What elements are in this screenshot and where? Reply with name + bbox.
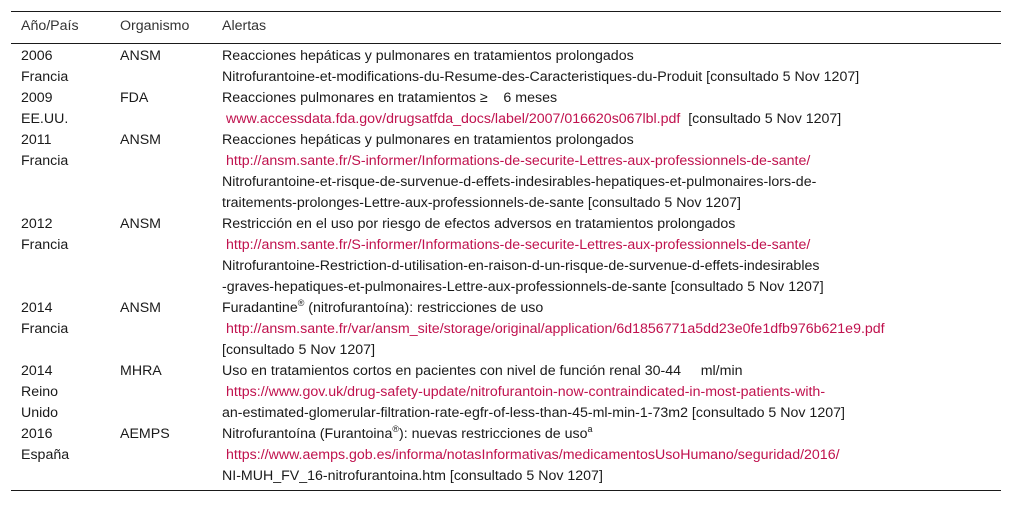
year-country-cell (11, 44, 110, 89)
year: 2014 (21, 300, 53, 316)
table-row (11, 130, 1001, 214)
alert-link[interactable]: http://ansm.sante.fr/S-informer/Informations-de-securite-Lettres-aux-professionnels-de-sante/ (226, 153, 811, 169)
alert-reference: Nitrofurantoine-et-modifications-du-Resume-des-Caracteristiques-du-Produit [consultado 5 Nov 1207] (222, 69, 860, 85)
alert-title: Furadantine® (nitrofurantoína): restricciones de uso (222, 298, 544, 316)
alert-link-line (222, 151, 1001, 172)
alert-title: Nitrofurantoína (Furantoina®): nuevas restricciones de uso$^a$ (222, 424, 593, 442)
footnote-marker[interactable]: a (587, 424, 593, 434)
year-country-cell (11, 424, 110, 491)
alert-link[interactable]: https://www.aemps.gob.es/informa/notasInformativas/medicamentosUsoHumano/seguridad/2016/ (226, 447, 840, 463)
organism-cell: FDA (120, 90, 149, 106)
country: EE.UU. (21, 111, 69, 127)
country: Francia (21, 153, 69, 169)
alert-reference: [consultado 5 Nov 1207] (688, 111, 842, 127)
year-country-cell (11, 298, 110, 361)
year: 2016 (21, 426, 53, 442)
alert-reference: [consultado 5 Nov 1207] (222, 342, 376, 358)
registered-mark: ® (297, 298, 305, 308)
table-row (11, 88, 1001, 130)
year: 2011 (21, 132, 52, 148)
year-country-cell (11, 361, 110, 424)
alert-cell (212, 88, 1001, 130)
alert-reference: Nitrofurantoine-Restriction-d-utilisation-en-raison-d-un-risque-de-survenue-d-effets-indesirables (222, 258, 820, 274)
alert-link-line (222, 109, 1001, 130)
table-row (11, 214, 1001, 298)
country: Francia (21, 237, 69, 253)
year: 2014 (21, 363, 53, 379)
table-row (11, 298, 1001, 361)
alert-reference: traitements-prolonges-Lettre-aux-professionnels-de-sante [consultado 5 Nov 1207] (222, 195, 741, 211)
year-country-cell (11, 130, 110, 214)
alert-reference: NI-MUH_FV_16-nitrofurantoina.htm [consultado 5 Nov 1207] (222, 468, 603, 484)
registered-mark: ® (392, 424, 399, 434)
alert-reference: -graves-hepatiques-et-pulmonaires-Lettre-aux-professionnels-de-sante [consultado 5 Nov 1207] (222, 279, 824, 295)
year-country-cell (11, 88, 110, 130)
organism-cell: ANSM (120, 132, 161, 148)
alert-link[interactable]: http://ansm.sante.fr/var/ansm_site/storage/original/application/6d1856771a5dd23e0fe1dfb976b621e9.pdf (226, 321, 885, 337)
organism-cell: ANSM (120, 48, 161, 64)
header-alerts: Alertas (212, 12, 1001, 44)
country: Reino (21, 384, 59, 400)
organism-cell: AEMPS (110, 424, 212, 491)
header-organism: Organismo (110, 12, 212, 44)
alert-link-line (222, 382, 1001, 403)
country: Francia (21, 69, 69, 85)
alert-link[interactable]: www.accessdata.fda.gov/drugsatfda_docs/label/2007/016620s067lbl.pdf (226, 111, 681, 127)
header-year-country: Año/País (11, 12, 110, 44)
year: 2012 (21, 216, 53, 232)
alert-cell (212, 44, 1001, 89)
organism-cell: ANSM (120, 300, 161, 316)
country: España (21, 447, 70, 463)
alert-link-line (222, 445, 1001, 466)
organism-cell: ANSM (120, 216, 161, 232)
alert-link-line (222, 235, 1001, 256)
year: 2006 (21, 48, 53, 64)
alert-reference: Nitrofurantoine-et-risque-de-survenue-d-effets-indesirables-hepatiques-et-pulmonaires-lors-de- (222, 174, 817, 190)
organism-cell: MHRA (120, 363, 162, 379)
table-row (11, 424, 1001, 491)
table-row (11, 44, 1001, 89)
country-continued: Unido (21, 405, 59, 421)
alert-title: Restricción en el uso por riesgo de efectos adversos en tratamientos prolongados (222, 216, 736, 232)
alert-cell (212, 424, 1001, 491)
alert-cell (212, 130, 1001, 214)
alert-cell (212, 214, 1001, 298)
table-header-row (11, 12, 1001, 44)
alert-cell (212, 298, 1001, 361)
alert-link[interactable]: http://ansm.sante.fr/S-informer/Informations-de-securite-Lettres-aux-professionnels-de-sante/ (226, 237, 811, 253)
alert-title: Reacciones hepáticas y pulmonares en tratamientos prolongados (222, 48, 634, 64)
alerts-table-container (11, 11, 1001, 491)
table-row (11, 361, 1001, 424)
alert-title: Uso en tratamientos cortos en pacientes con nivel de función renal 30-44 ml/min (222, 363, 743, 379)
alert-link-line (222, 319, 1001, 340)
alert-cell (212, 361, 1001, 424)
alert-title: Reacciones pulmonares en tratamientos ≥ 6 meses (222, 90, 558, 106)
alert-reference: an-estimated-glomerular-filtration-rate-egfr-of-less-than-45-ml-min-1-73m2 [consultado 5 Nov 1207] (222, 405, 845, 421)
alert-link[interactable]: https://www.gov.uk/drug-safety-update/nitrofurantoin-now-contraindicated-in-most-patients-with- (226, 384, 826, 400)
alert-title: Reacciones hepáticas y pulmonares en tratamientos prolongados (222, 132, 634, 148)
year: 2009 (21, 90, 53, 106)
alerts-table (11, 11, 1001, 491)
country: Francia (21, 321, 69, 337)
year-country-cell (11, 214, 110, 298)
